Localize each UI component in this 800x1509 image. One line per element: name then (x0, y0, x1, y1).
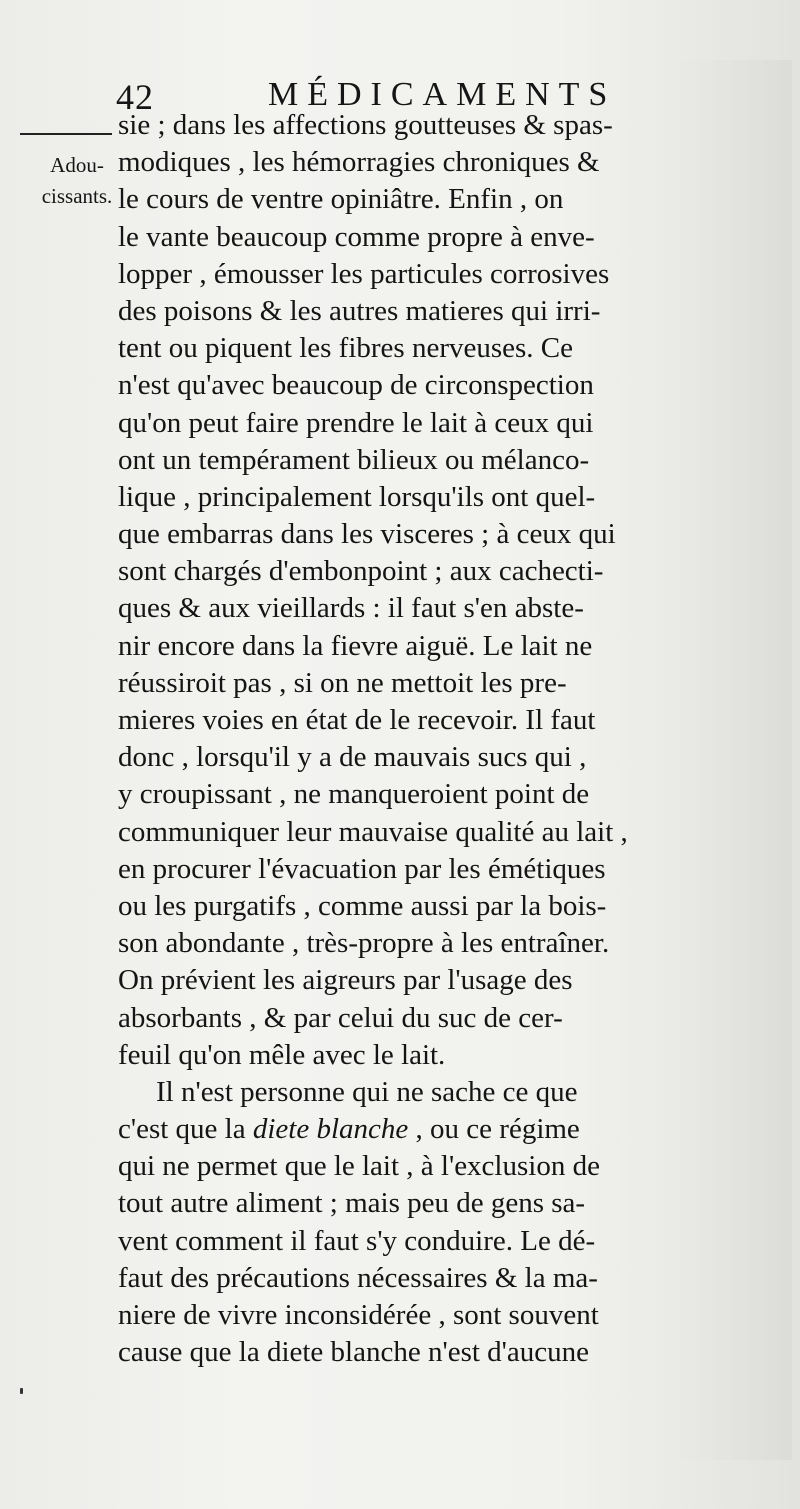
text-run: c'est que la (118, 1113, 253, 1146)
text-line: tout autre aliment ; mais peu de gens sa- (118, 1187, 586, 1220)
text-line: faut des précautions nécessaires & la ma- (118, 1261, 598, 1294)
text-line: n'est qu'avec beaucoup de circonspection (118, 369, 594, 402)
running-title: MÉDICAMENTS (268, 76, 617, 113)
text-line: modiques , les hémorragies chroniques & (118, 146, 600, 179)
ink-speck (20, 1388, 23, 1394)
text-line: On prévient les aigreurs par l'usage des (118, 964, 573, 997)
text-line: vent comment il faut s'y conduire. Le dé- (118, 1224, 596, 1257)
text-line: absorbants , & par celui du suc de cer- (118, 1001, 563, 1034)
text-line: lopper , émousser les particules corrosives (118, 257, 610, 290)
text-line: y croupissant , ne manqueroient point de (118, 778, 590, 811)
text-line: sie ; dans les affections goutteuses & spas- (118, 109, 613, 141)
text-line: le vante beaucoup comme propre à enve- (118, 220, 595, 253)
text-line: que embarras dans les visceres ; à ceux qui (118, 518, 616, 551)
margin-note-line: cissants. (41, 184, 113, 208)
text-line: ques & aux vieillards : il faut s'en abste- (118, 592, 584, 625)
text-line (118, 1111, 768, 1148)
text-line: donc , lorsqu'il y a de mauvais sucs qui , (118, 741, 587, 774)
margin-rule (20, 133, 112, 135)
text-line: mieres voies en état de le recevoir. Il faut (118, 704, 596, 736)
page-number: 42 (116, 77, 154, 117)
italic-term: diete blanche (252, 1113, 409, 1146)
margin-note-line: Adou- (50, 153, 104, 177)
text-line: feuil qu'on mêle avec le lait. (118, 1038, 446, 1071)
text-line: qu'on peut faire prendre le lait à ceux qui (118, 406, 594, 439)
text-line: cause que la diete blanche n'est d'aucune (118, 1336, 590, 1369)
text-line: qui ne permet que le lait , à l'exclusion de (118, 1150, 600, 1183)
text-line: le cours de ventre opiniâtre. Enfin , on (118, 183, 564, 216)
text-line: sont chargés d'embonpoint ; aux cachecti- (118, 555, 604, 588)
text-line: tent ou piquent les fibres nerveuses. Ce (118, 332, 574, 365)
text-line: ou les purgatifs , comme aussi par la bois- (118, 889, 607, 922)
text-line: son abondante , très-propre à les entraîner. (118, 927, 610, 960)
text-line: nir encore dans la fievre aiguë. Le lait ne (118, 629, 593, 662)
text-line: communiquer leur mauvaise qualité au lait , (118, 815, 628, 848)
text-line: des poisons & les autres matieres qui irri- (118, 294, 601, 327)
body-text (118, 107, 768, 1371)
margin-note (34, 150, 120, 212)
paragraph-2 (118, 1074, 768, 1372)
text-line: en procurer l'évacuation par les émétiques (118, 852, 606, 885)
text-line: lique , principalement lorsqu'ils ont quel- (118, 480, 596, 513)
text-run: , ou ce régime (408, 1113, 580, 1146)
paragraph-1 (118, 107, 768, 1074)
text-line: niere de vivre inconsidérée , sont souvent (118, 1299, 599, 1331)
text-line: ont un tempérament bilieux ou mélanco- (118, 443, 590, 476)
text-line: réussiroit pas , si on ne mettoit les pre- (118, 666, 567, 699)
text-line: Il n'est personne qui ne sache ce que (156, 1075, 578, 1108)
